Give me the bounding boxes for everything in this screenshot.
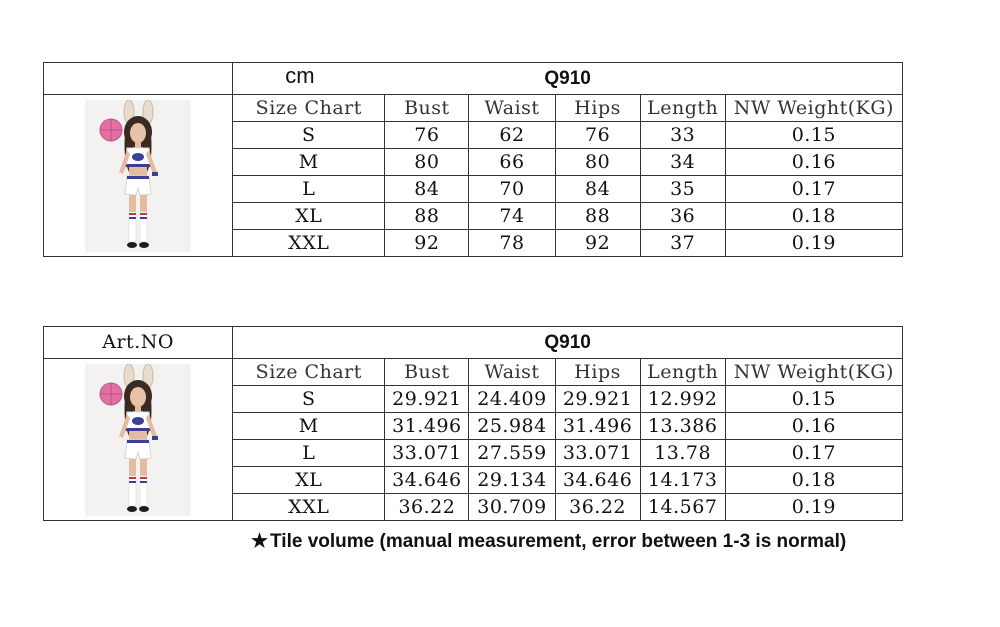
header-row	[44, 359, 903, 386]
waist-cell: 25.984	[469, 413, 555, 440]
weight-cell: 0.19	[725, 230, 902, 257]
hips-cell: 31.496	[555, 413, 640, 440]
product-photo	[85, 364, 191, 516]
model-number: Q910	[544, 332, 591, 353]
bust-cell: 34.646	[385, 467, 469, 494]
product-photo-cell	[44, 359, 233, 521]
waist-cell: 30.709	[469, 494, 555, 521]
header-nw-weight: NW Weight(KG)	[725, 95, 902, 122]
model-title-cell	[233, 327, 903, 359]
product-photo-cell	[44, 95, 233, 257]
bust-cell: 36.22	[385, 494, 469, 521]
size-cell: S	[233, 122, 385, 149]
art-no-label: Art.NO	[44, 327, 233, 359]
size-cell: XXL	[233, 494, 385, 521]
bust-cell: 84	[385, 176, 469, 203]
weight-cell: 0.18	[725, 467, 902, 494]
size-cell: XL	[233, 203, 385, 230]
hips-cell: 33.071	[555, 440, 640, 467]
hips-cell: 84	[555, 176, 640, 203]
weight-cell: 0.15	[725, 122, 902, 149]
waist-cell: 62	[469, 122, 555, 149]
header-hips: Hips	[555, 95, 640, 122]
weight-cell: 0.17	[725, 176, 902, 203]
size-chart-table-cm	[43, 62, 903, 257]
measurement-note	[251, 530, 846, 553]
header-waist: Waist	[469, 95, 555, 122]
length-cell: 13.78	[640, 440, 725, 467]
length-cell: 12.992	[640, 386, 725, 413]
waist-cell: 74	[469, 203, 555, 230]
header-hips: Hips	[555, 359, 640, 386]
size-cell: M	[233, 149, 385, 176]
title-row	[44, 327, 903, 359]
waist-cell: 27.559	[469, 440, 555, 467]
header-size-chart: Size Chart	[233, 359, 385, 386]
hips-cell: 88	[555, 203, 640, 230]
note-text: Tile volume (manual measurement, error between 1-3 is normal)	[270, 531, 847, 552]
waist-cell: 29.134	[469, 467, 555, 494]
length-cell: 33	[640, 122, 725, 149]
length-cell: 14.173	[640, 467, 725, 494]
bust-cell: 76	[385, 122, 469, 149]
bust-cell: 31.496	[385, 413, 469, 440]
weight-cell: 0.18	[725, 203, 902, 230]
size-cell: S	[233, 386, 385, 413]
hips-cell: 34.646	[555, 467, 640, 494]
bust-cell: 80	[385, 149, 469, 176]
bust-cell: 33.071	[385, 440, 469, 467]
header-length: Length	[640, 95, 725, 122]
length-cell: 37	[640, 230, 725, 257]
waist-cell: 24.409	[469, 386, 555, 413]
header-length: Length	[640, 359, 725, 386]
hips-cell: 76	[555, 122, 640, 149]
star-icon: ★	[251, 531, 269, 552]
size-cell: L	[233, 176, 385, 203]
unit-label: cm	[285, 63, 315, 88]
weight-cell: 0.17	[725, 440, 902, 467]
product-photo	[85, 100, 191, 252]
model-title-cell	[233, 63, 903, 95]
header-bust: Bust	[385, 359, 469, 386]
weight-cell: 0.16	[725, 149, 902, 176]
length-cell: 34	[640, 149, 725, 176]
model-number: Q910	[544, 68, 591, 89]
waist-cell: 70	[469, 176, 555, 203]
header-bust: Bust	[385, 95, 469, 122]
length-cell: 13.386	[640, 413, 725, 440]
weight-cell: 0.19	[725, 494, 902, 521]
bust-cell: 29.921	[385, 386, 469, 413]
size-cell: M	[233, 413, 385, 440]
size-cell: XL	[233, 467, 385, 494]
size-cell: XXL	[233, 230, 385, 257]
header-row	[44, 95, 903, 122]
length-cell: 14.567	[640, 494, 725, 521]
waist-cell: 78	[469, 230, 555, 257]
header-waist: Waist	[469, 359, 555, 386]
waist-cell: 66	[469, 149, 555, 176]
bust-cell: 92	[385, 230, 469, 257]
weight-cell: 0.15	[725, 386, 902, 413]
hips-cell: 36.22	[555, 494, 640, 521]
hips-cell: 29.921	[555, 386, 640, 413]
bust-cell: 88	[385, 203, 469, 230]
size-cell: L	[233, 440, 385, 467]
length-cell: 36	[640, 203, 725, 230]
hips-cell: 80	[555, 149, 640, 176]
weight-cell: 0.16	[725, 413, 902, 440]
art-no-label	[44, 63, 233, 95]
length-cell: 35	[640, 176, 725, 203]
size-chart-table-inch	[43, 326, 903, 521]
header-size-chart: Size Chart	[233, 95, 385, 122]
hips-cell: 92	[555, 230, 640, 257]
title-row	[44, 63, 903, 95]
header-nw-weight: NW Weight(KG)	[725, 359, 902, 386]
